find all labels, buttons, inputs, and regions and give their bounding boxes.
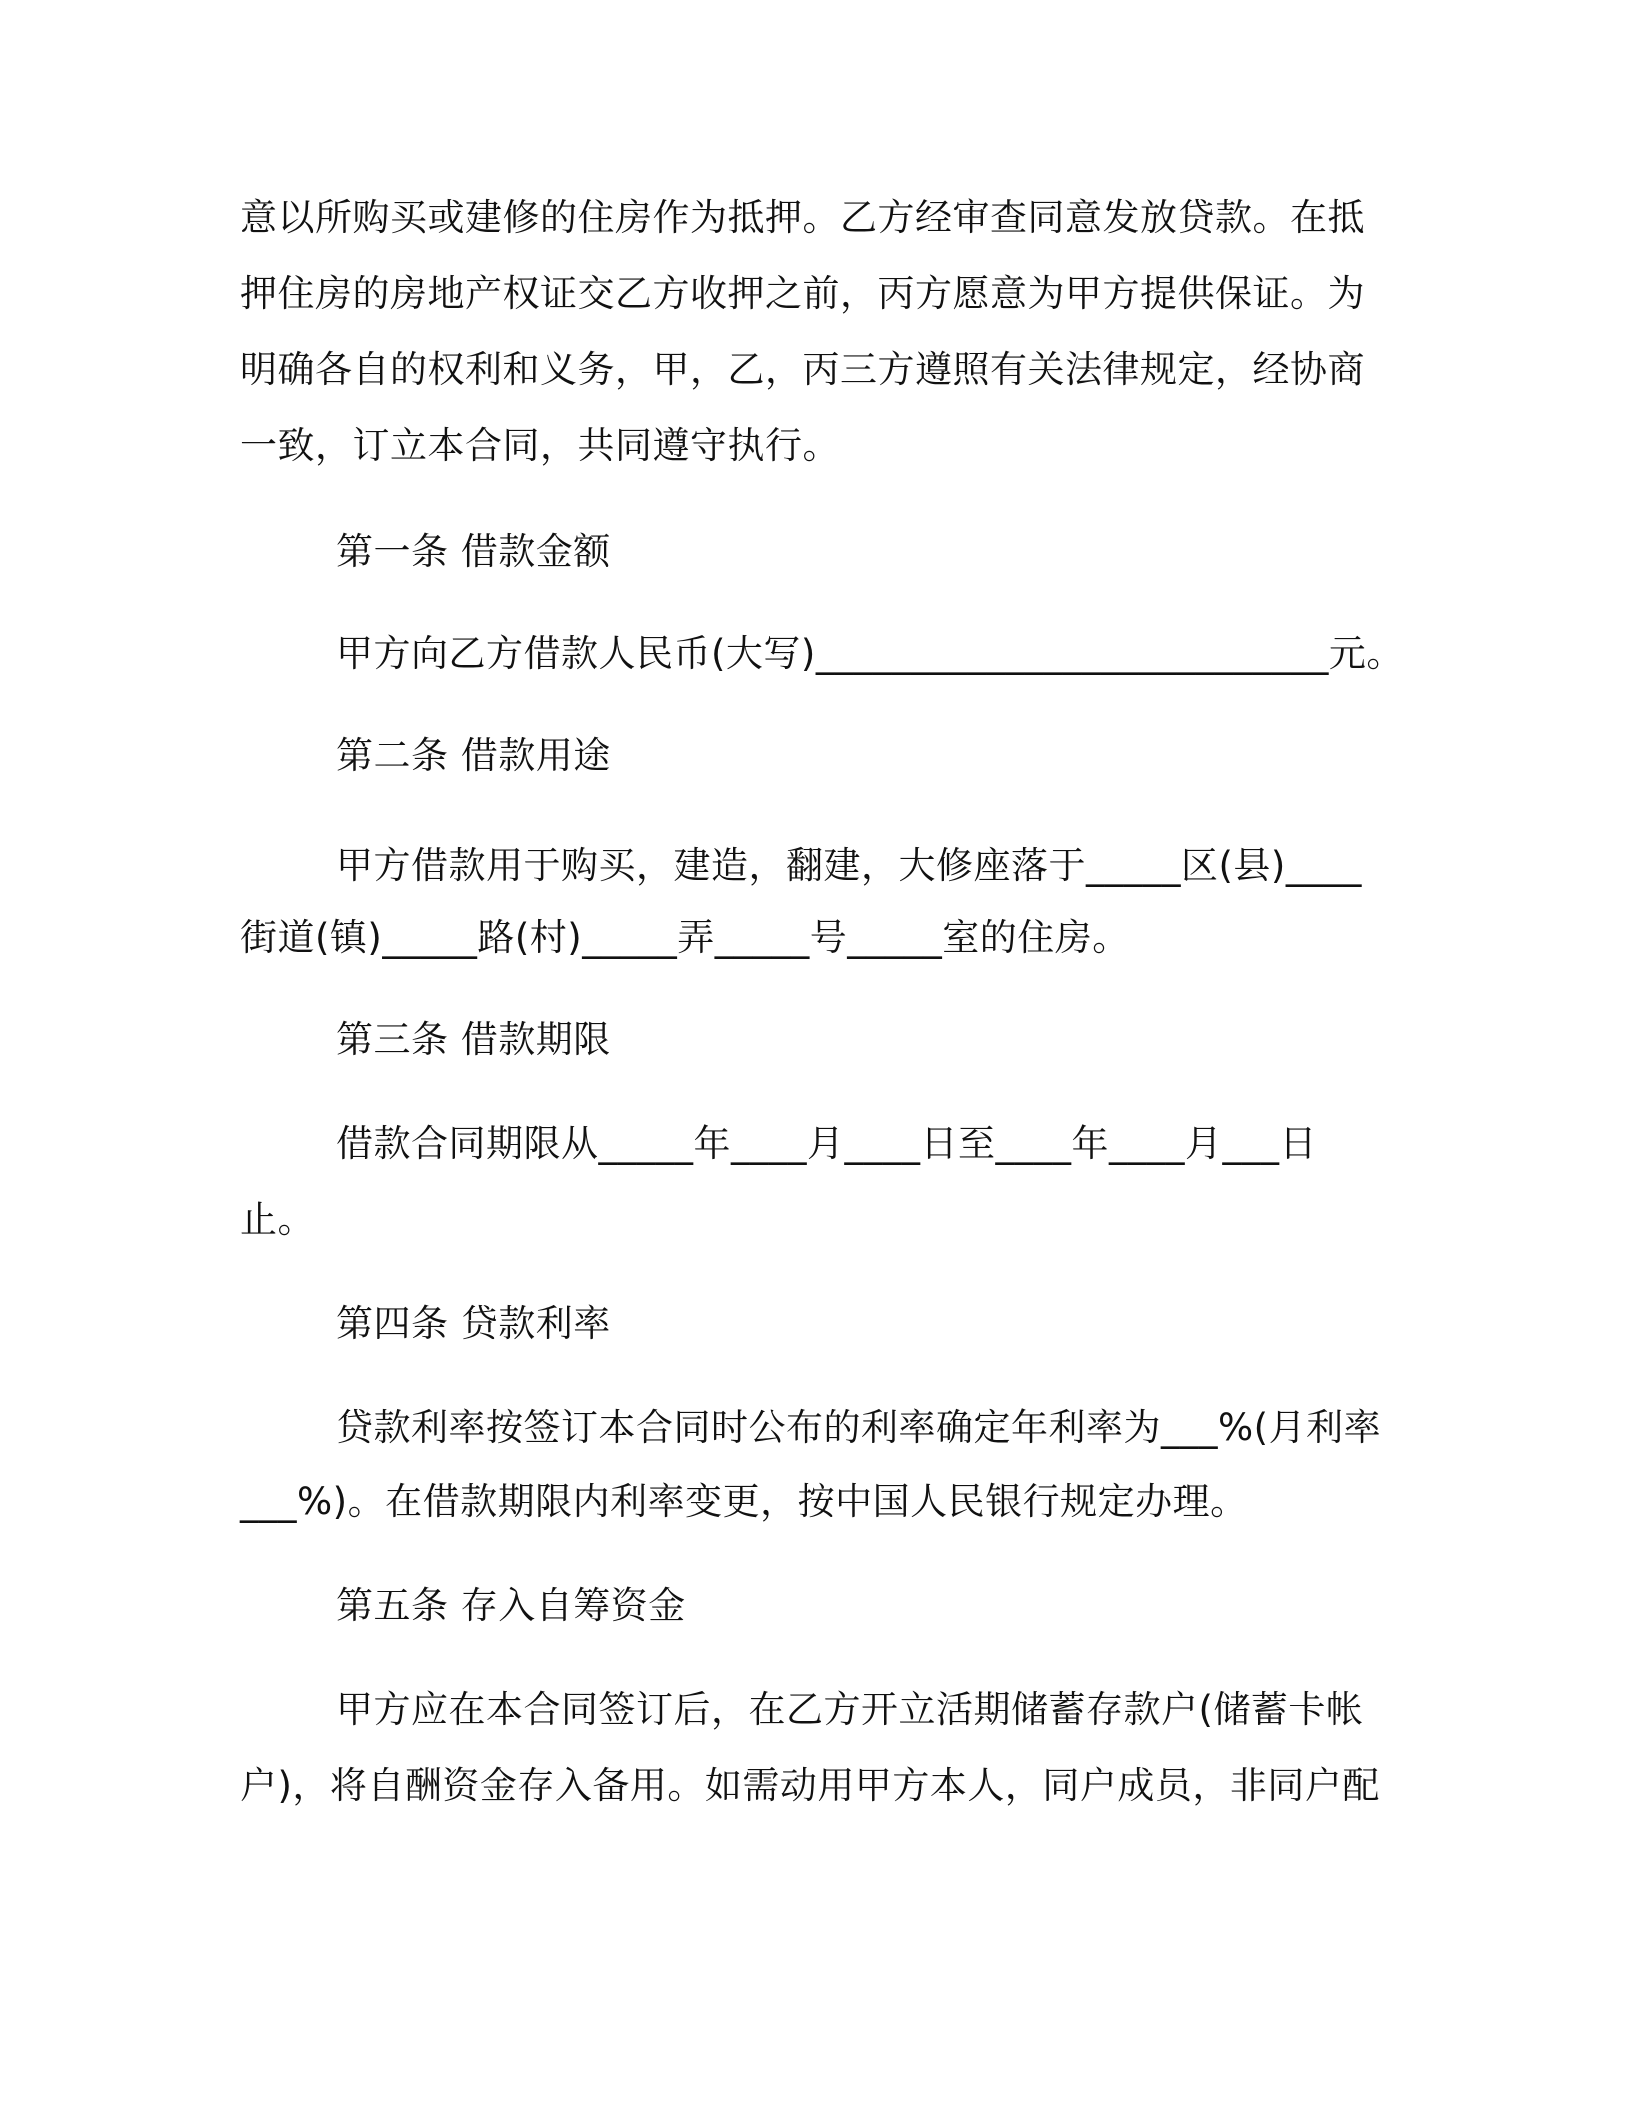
- paragraph-line: 一致，订立本合同，共同遵守执行。: [240, 424, 840, 467]
- paragraph-line: 借款合同期限从_____年____月____日至____年____月___日: [336, 1122, 1317, 1165]
- paragraph-line: 街道(镇)_____路(村)_____弄_____号_____室的住房。: [240, 916, 1130, 959]
- paragraph-line: ___%)。在借款期限内利率变更，按中国人民银行规定办理。: [240, 1480, 1248, 1523]
- article-heading: 第一条 借款金额: [336, 530, 611, 573]
- paragraph-line: 止。: [240, 1198, 315, 1241]
- article-heading: 第三条 借款期限: [336, 1018, 611, 1061]
- paragraph-line: 户)，将自酬资金存入备用。如需动用甲方本人，同户成员，非同户配: [240, 1764, 1380, 1807]
- article-heading: 第五条 存入自筹资金: [336, 1584, 686, 1627]
- paragraph-line: 押住房的房地产权证交乙方收押之前，丙方愿意为甲方提供保证。为: [240, 272, 1365, 315]
- paragraph-line: 贷款利率按签订本合同时公布的利率确定年利率为___%(月利率: [336, 1406, 1382, 1449]
- paragraph-line: 甲方向乙方借款人民币(大写)___________________________元。: [336, 632, 1404, 675]
- paragraph-line: 甲方应在本合同签订后，在乙方开立活期储蓄存款户(储蓄卡帐: [336, 1688, 1364, 1731]
- paragraph-line: 意以所购买或建修的住房作为抵押。乙方经审查同意发放贷款。在抵: [240, 196, 1365, 239]
- article-heading: 第四条 贷款利率: [336, 1302, 611, 1345]
- paragraph-line: 明确各自的权利和义务，甲，乙，丙三方遵照有关法律规定，经协商: [240, 348, 1365, 391]
- article-heading: 第二条 借款用途: [336, 734, 611, 777]
- paragraph-line: 甲方借款用于购买，建造，翻建，大修座落于_____区(县)____: [336, 844, 1362, 887]
